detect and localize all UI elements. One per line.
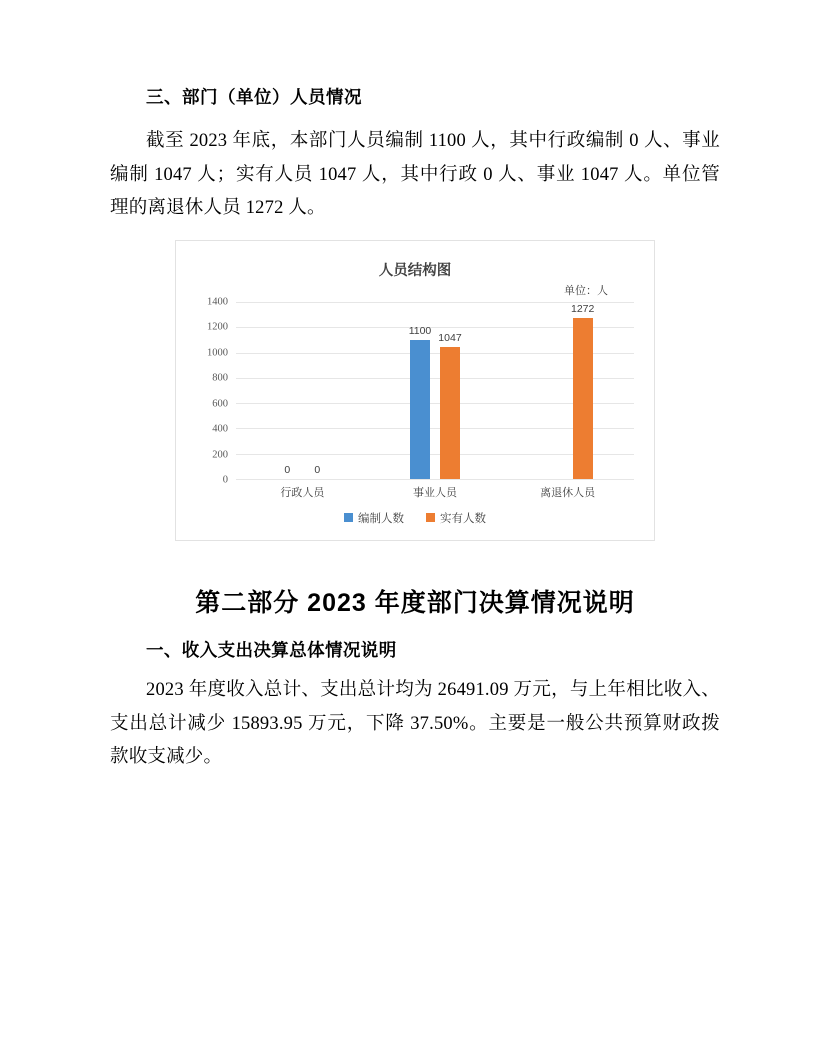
- x-axis-label: 事业人员: [413, 486, 457, 499]
- section-heading: 三、部门（单位）人员情况: [146, 87, 362, 107]
- bar-group: [236, 302, 369, 479]
- bar-value-label: 1272: [570, 303, 595, 316]
- y-axis-tick: 1000: [207, 347, 228, 359]
- bar-value-label: 0: [314, 463, 321, 476]
- y-axis-tick: 1200: [207, 321, 228, 333]
- bar-value-label: 1047: [438, 331, 462, 344]
- legend-label: 编制人数: [358, 512, 404, 525]
- chart-grid: [236, 302, 634, 480]
- legend-swatch: [426, 513, 435, 522]
- bar-group: [369, 302, 502, 479]
- bar-group: [501, 302, 634, 479]
- chart-plot-area: [192, 296, 638, 502]
- chart-legend: [186, 510, 644, 530]
- y-axis-tick: 600: [212, 398, 228, 410]
- bar-value-label: 1100: [408, 324, 432, 337]
- legend-item: [426, 510, 486, 526]
- y-axis-tick: 0: [222, 474, 228, 486]
- paragraph-personnel: 截至 2023 年底，本部门人员编制 1100 人，其中行政编制 0 人、事业编制 1047 人；实有人员 1047 人，其中行政 0 人、事业 1047 人。单位管理的离退休人员 1272 人。: [110, 131, 720, 219]
- chart-bar: [570, 303, 595, 479]
- x-axis-labels: [236, 480, 634, 502]
- x-axis-label: 行政人员: [280, 486, 325, 499]
- chart-title: 人员结构图: [378, 262, 452, 279]
- subsection-heading: 一、收入支出决算总体情况说明: [146, 639, 397, 660]
- part-two-heading: 第二部分 2023 年度部门决算情况说明: [195, 588, 635, 617]
- chart-bar: [438, 331, 462, 479]
- personnel-structure-chart: [175, 240, 655, 541]
- y-axis: [192, 296, 232, 486]
- y-axis-tick: 800: [212, 372, 228, 384]
- y-axis-tick: 1400: [207, 296, 228, 308]
- y-axis-tick: 400: [212, 423, 228, 435]
- paragraph-revenue: 2023 年度收入总计、支出总计均为 26491.09 万元，与上年相比收入、支出总计减少 15893.95 万元，下降 37.50%。主要是一般公共预算财政拨款收支减少。: [110, 679, 720, 768]
- legend-item: [344, 510, 404, 526]
- legend-swatch: [344, 513, 353, 522]
- y-axis-tick: 200: [212, 449, 228, 461]
- chart-unit-label: 单位：人: [564, 284, 608, 297]
- x-axis-label: 离退休人员: [540, 486, 596, 499]
- chart-bar: [408, 324, 432, 479]
- legend-label: 实有人数: [440, 512, 486, 525]
- bar-value-label: 0: [284, 463, 291, 476]
